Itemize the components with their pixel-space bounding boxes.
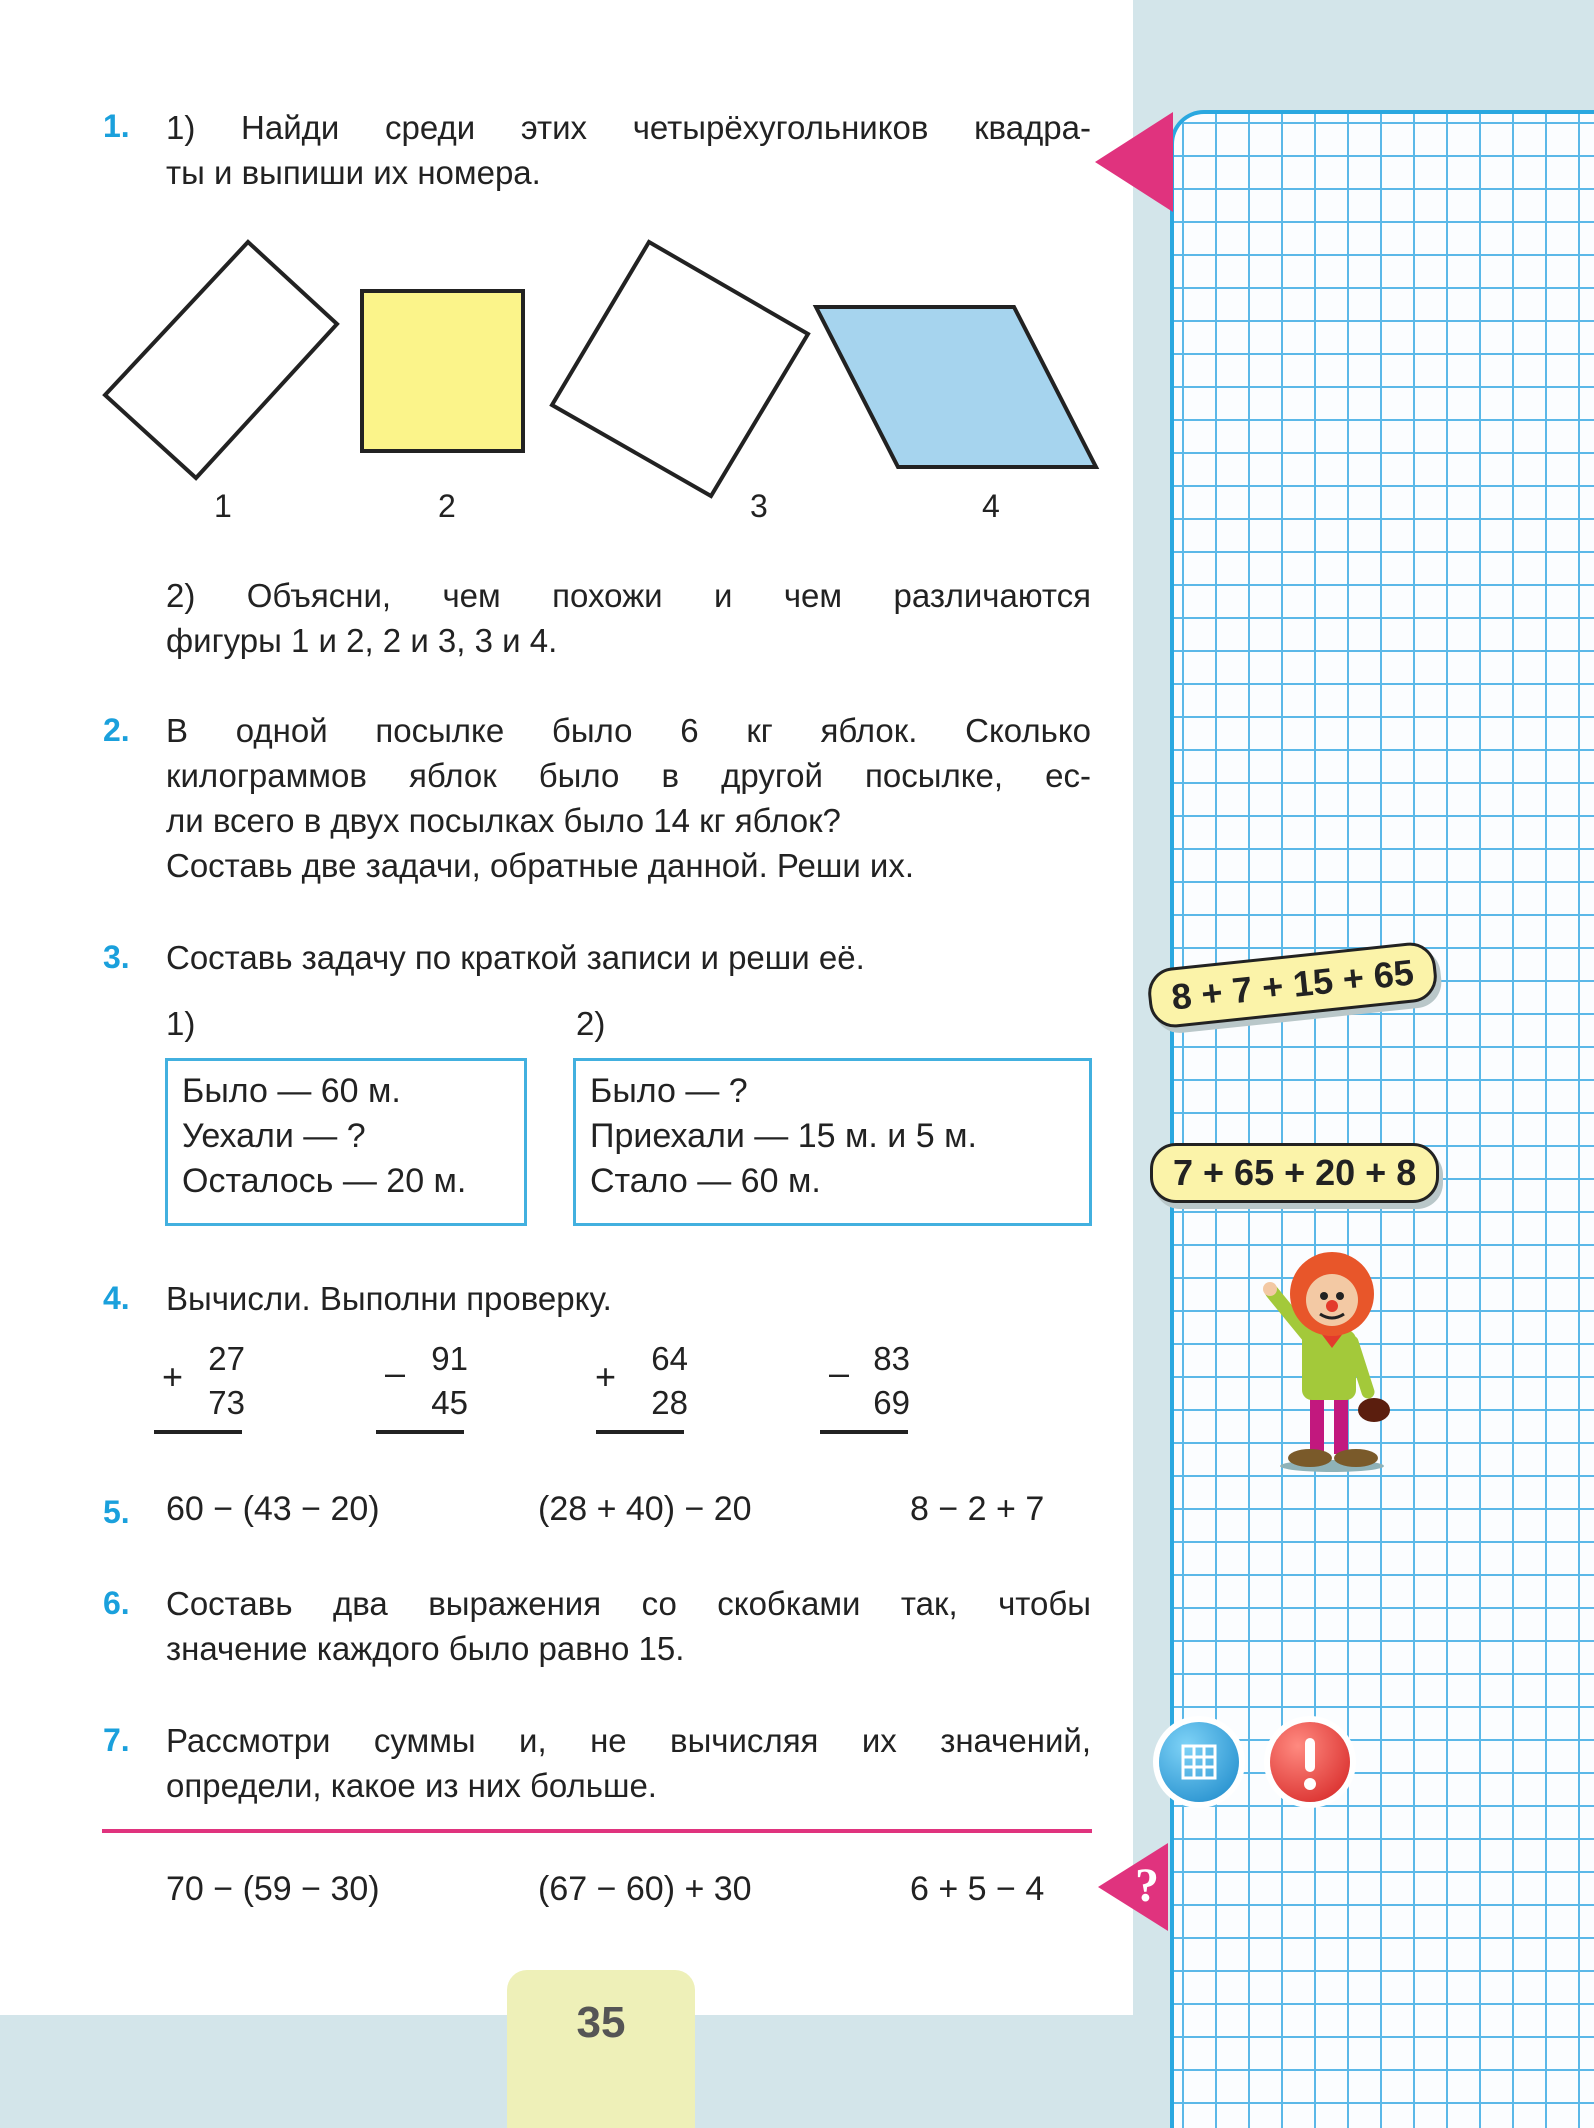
clown-character	[1262, 1252, 1422, 1472]
task-text-line: 2) Объясни, чем похожи и чем различаются	[166, 577, 1091, 614]
task-number: 5.	[103, 1494, 130, 1530]
result-line	[154, 1430, 242, 1434]
task-text-line: Составь два выражения со скобками так, чтобы	[166, 1585, 1091, 1622]
figure-label: 2	[438, 488, 456, 524]
quadrilateral-figures	[0, 230, 1133, 530]
figure-3	[552, 242, 808, 496]
figure-label: 1	[214, 488, 232, 524]
operation-sign: +	[595, 1356, 617, 1397]
task-text-line: килограммов яблок было в другой посылке, ес-	[166, 757, 1091, 794]
task-text-line: ли всего в двух посылках было 14 кг яблок?	[166, 802, 841, 839]
grid-icon	[1159, 1722, 1239, 1802]
note-line: Осталось — 20 м.	[182, 1162, 467, 1200]
operand: 64	[651, 1340, 688, 1377]
expression: (28 + 40) − 20	[538, 1490, 752, 1528]
pink-marker-top	[1095, 112, 1173, 212]
page-number-tab	[507, 1970, 695, 2128]
task-text-line: Составь две задачи, обратные данной. Реши их.	[166, 847, 915, 884]
figure-2	[362, 291, 523, 451]
figure-label: 4	[982, 488, 1000, 524]
operand: 28	[651, 1384, 688, 1421]
operand: 73	[208, 1384, 245, 1421]
operation-sign: –	[829, 1352, 850, 1393]
task-text-line: 1) Найди среди этих четырёхугольников квадра-	[166, 109, 1091, 146]
short-note-box-2	[573, 1058, 1092, 1226]
sum-card: 7 + 65 + 20 + 8	[1150, 1143, 1439, 1203]
task-text-line: В одной посылке было 6 кг яблок. Сколько	[166, 712, 1091, 749]
short-note-box-1	[165, 1058, 527, 1226]
expression: 8 − 2 + 7	[910, 1490, 1045, 1528]
figure-1	[105, 242, 337, 478]
figure-label: 3	[750, 488, 768, 524]
task-number: 1.	[103, 108, 130, 144]
grid-paper	[1170, 110, 1594, 2128]
operand: 45	[431, 1384, 468, 1421]
note-line: Приехали — 15 м. и 5 м.	[590, 1117, 977, 1155]
subtask-label: 2)	[576, 1005, 606, 1042]
subtask-label: 1)	[166, 1005, 196, 1042]
grid-margin	[1170, 110, 1594, 2128]
task-text-line: Составь задачу по краткой записи и реши её.	[166, 939, 865, 976]
task-text-line: определи, какое из них больше.	[166, 1767, 657, 1804]
expression: 60 − (43 − 20)	[166, 1490, 380, 1528]
task-text-line: Вычисли. Выполни проверку.	[166, 1280, 612, 1317]
task-text-line: фигуры 1 и 2, 2 и 3, 3 и 4.	[166, 622, 558, 659]
operand: 27	[208, 1340, 245, 1377]
task-number: 4.	[103, 1280, 130, 1316]
note-line: Стало — 60 м.	[590, 1162, 821, 1200]
sum-card-tilted: 8 + 7 + 15 + 65	[1146, 940, 1440, 1030]
note-line: Было — 60 м.	[182, 1072, 401, 1110]
operation-sign: –	[385, 1352, 406, 1393]
note-line: Уехали — ?	[182, 1117, 366, 1155]
result-line	[820, 1430, 908, 1434]
task-text-line: ты и выпиши их номера.	[166, 154, 541, 191]
result-line	[596, 1430, 684, 1434]
operation-sign: +	[162, 1356, 184, 1397]
page-number: 35	[576, 1998, 626, 2047]
expression: 6 + 5 − 4	[910, 1870, 1045, 1908]
exclamation-icon	[1270, 1722, 1350, 1802]
task-number: 6.	[103, 1585, 130, 1621]
task-text-line: Рассмотри суммы и, не вычисляя их значений,	[166, 1722, 1091, 1759]
expression: (67 − 60) + 30	[538, 1870, 752, 1908]
section-divider	[102, 1829, 1092, 1833]
operand: 83	[873, 1340, 910, 1377]
note-line: Было — ?	[590, 1072, 748, 1110]
figure-4	[816, 307, 1096, 467]
task-number: 2.	[103, 712, 130, 748]
task-number: 7.	[103, 1722, 130, 1758]
operand: 91	[431, 1340, 468, 1377]
result-line	[376, 1430, 464, 1434]
expression: 70 − (59 − 30)	[166, 1870, 380, 1908]
operand: 69	[873, 1384, 910, 1421]
question-mark-icon: ?	[1135, 1859, 1159, 1912]
task-number: 3.	[103, 939, 130, 975]
task-text-line: значение каждого было равно 15.	[166, 1630, 685, 1667]
